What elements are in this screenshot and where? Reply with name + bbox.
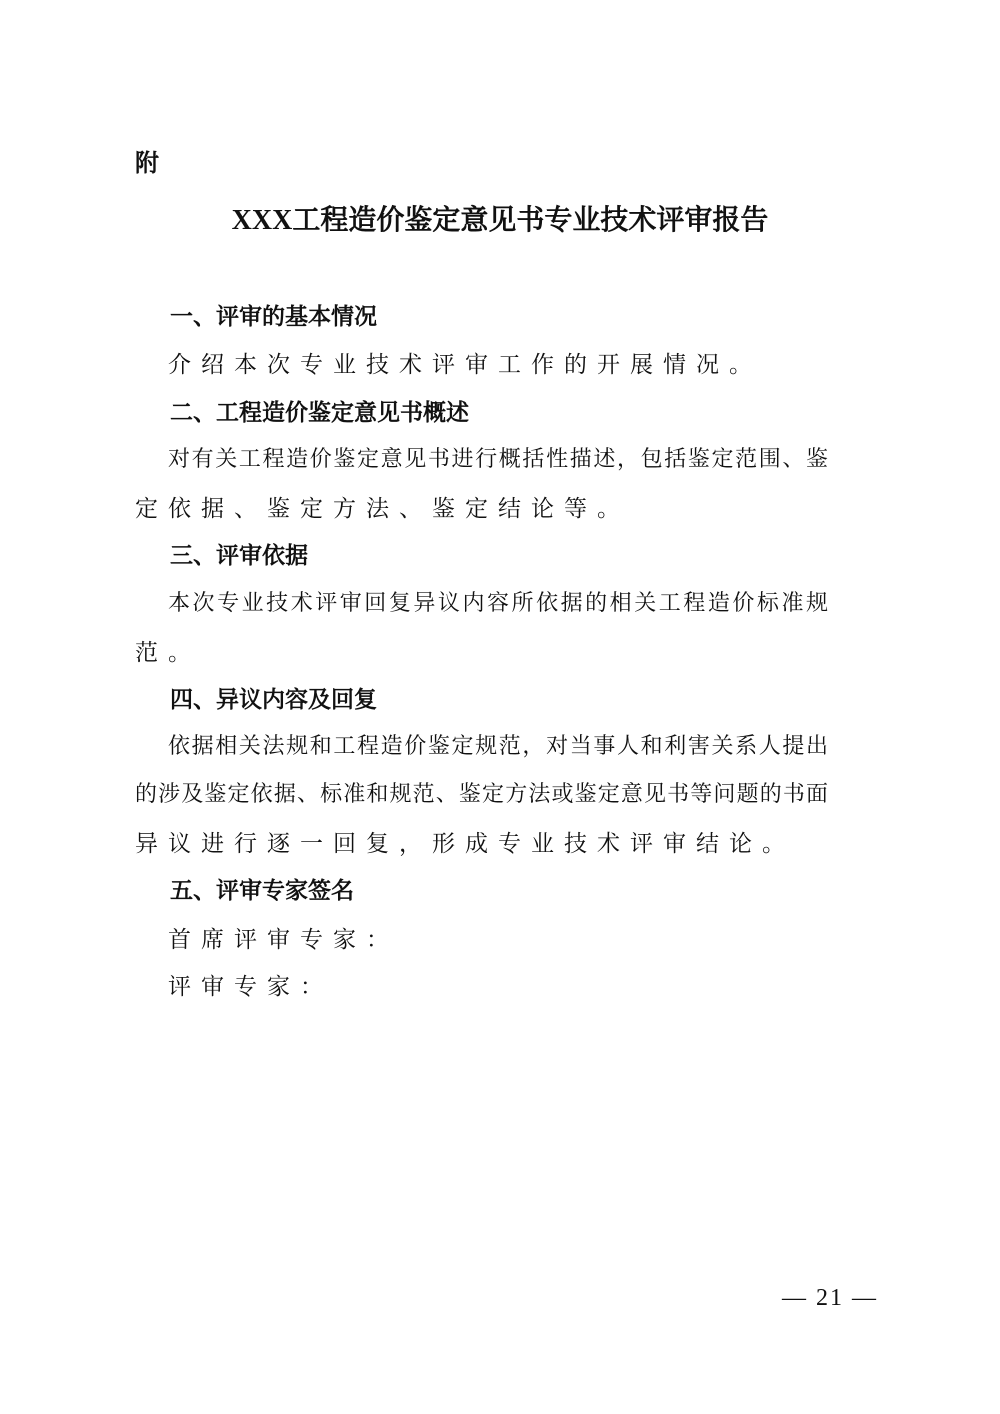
document-title: XXX工程造价鉴定意见书专业技术评审报告 [231,205,769,236]
section-heading: 一、评审的基本情况 [170,303,377,329]
chief-expert-signature-line: 首席评审专家： [168,927,399,952]
section-heading: 四、异议内容及回复 [170,686,377,712]
paragraph-line: 本次专业技术评审回复异议内容所依据的相关工程造价标准规 [168,590,828,615]
attachment-label: 附 [135,150,159,177]
paragraph-line: 依据相关法规和工程造价鉴定规范，对当事人和利害关系人提出 [168,733,828,758]
page-number: — 21 — [782,1285,878,1311]
paragraph-line: 介绍本次专业技术评审工作的开展情况。 [168,352,762,377]
paragraph-line: 定依据、鉴定方法、鉴定结论等。 [135,496,630,521]
paragraph-line: 范。 [135,640,201,665]
paragraph-line: 的涉及鉴定依据、标准和规范、鉴定方法或鉴定意见书等问题的书面 [135,781,828,806]
section-heading: 五、评审专家签名 [170,877,354,903]
paragraph-line: 对有关工程造价鉴定意见书进行概括性描述，包括鉴定范围、鉴 [168,446,828,471]
section-heading: 二、工程造价鉴定意见书概述 [170,399,469,425]
section-heading: 三、评审依据 [170,542,308,568]
expert-signature-line: 评审专家： [168,974,333,999]
paragraph-line: 异议进行逐一回复，形成专业技术评审结论。 [135,831,795,856]
